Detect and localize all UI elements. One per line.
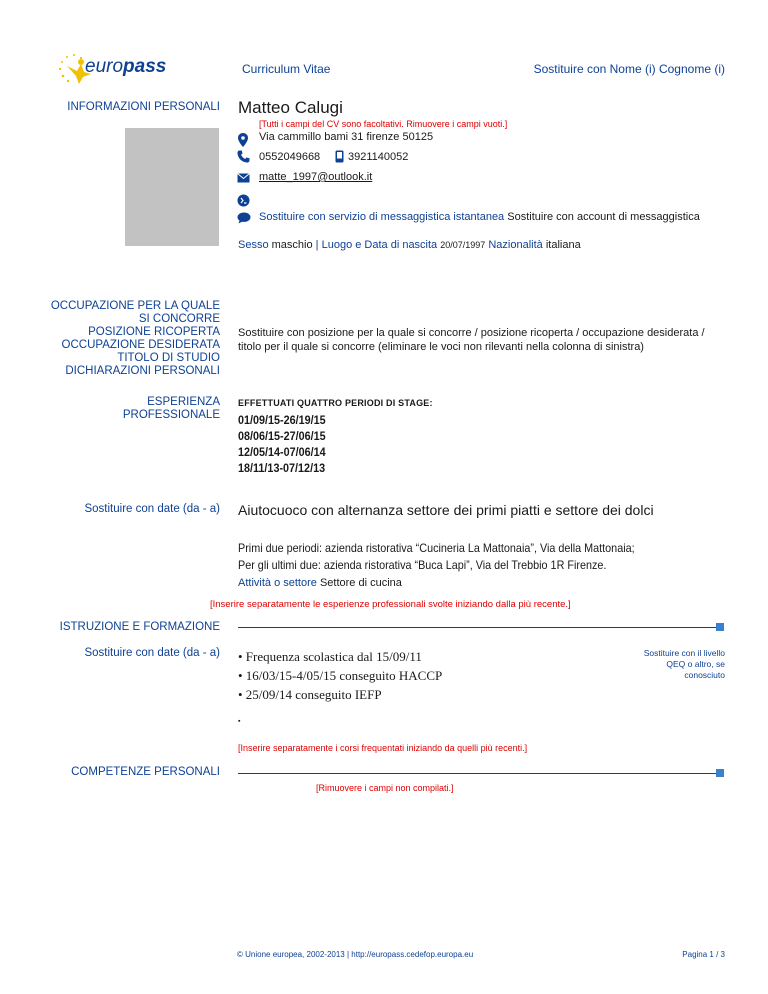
cv-title: Curriculum Vitae — [242, 62, 331, 76]
personal-hint: [Tutti i campi del CV sono facoltativi. Rimuovere i campi vuoti.] — [259, 119, 508, 129]
empty-bullet: ▪ — [238, 718, 241, 725]
instant-messaging-line — [259, 211, 700, 223]
sex-label: Sesso — [238, 239, 269, 251]
occupation-label: POSIZIONE RICOPERTA — [88, 326, 220, 338]
birth-value: 20/07/1997 — [440, 240, 486, 250]
location-icon — [238, 133, 248, 147]
logo-text-a: euro — [85, 56, 124, 77]
occupation-text: Sostituire con posizione per la quale si concorre / posizione ricoperta / occupazione desiderata / titolo per il quale si concorre (eliminare le voci non rilevanti nella colonna di sinistra) — [238, 327, 705, 353]
stage-period: 12/05/14-07/06/14 — [238, 445, 326, 459]
occupation-label: TITOLO DI STUDIO — [117, 352, 220, 364]
sex-value: maschio — [271, 239, 313, 251]
experience-label-1: ESPERIENZA — [147, 396, 220, 408]
skills-section-marker — [716, 769, 724, 777]
logo-wordmark — [85, 56, 166, 78]
experience-heading: EFFETTUATI QUATTRO PERIODI DI STAGE: — [238, 398, 433, 408]
skills-hint: [Rimuovere i campi non compilati.] — [316, 783, 454, 793]
email-icon — [237, 173, 250, 183]
occupation-labels — [0, 300, 220, 378]
experience-label-2: PROFESSIONALE — [122, 409, 220, 421]
im-label: Sostituire con servizio di messaggistica istantanea — [259, 211, 505, 223]
address: Via cammillo bami 31 firenze 50125 — [259, 131, 434, 143]
job-description — [238, 540, 661, 574]
occupation-label: OCCUPAZIONE PER LA QUALE — [50, 300, 220, 312]
mobile-phone-icon — [335, 150, 344, 163]
mobile-number: 3921140052 — [348, 151, 409, 163]
im-account: Sostituire con account di messaggistica — [507, 211, 700, 223]
header-name-placeholder: Sostituire con Nome (i) Cognome (i) — [533, 62, 725, 76]
qualification-level-hint — [644, 648, 725, 681]
section-label-experience — [123, 396, 220, 422]
page-number: Pagina 1 / 3 — [682, 950, 725, 959]
education-item: • 16/03/15-4/05/15 conseguito HACCP — [238, 668, 443, 683]
occupation-label: OCCUPAZIONE DESIDERATA — [61, 339, 220, 351]
sector-label: Attività o settore — [238, 577, 317, 589]
occupation-label: DICHIARAZIONI PERSONALI — [65, 365, 220, 377]
birth-label: Luogo e Data di nascita — [321, 239, 438, 251]
instant-messaging-icon — [237, 212, 251, 224]
section-label-skills: COMPETENZE PERSONALI — [71, 766, 220, 778]
stage-period: 08/06/15-27/06/15 — [238, 429, 326, 443]
skills-section-divider — [238, 773, 716, 774]
level-hint-line: Sostituire con il livello — [643, 648, 725, 658]
occupation-label: SI CONCORRE — [138, 313, 220, 325]
job-desc-line: Primi due periodi: azienda ristorativa “Cucineria La Mattonaia”, Via della Mattonaia; — [238, 541, 635, 555]
experience-hint: [Inserire separatamente le esperienze professionali svolte iniziando dalla più recente.] — [210, 599, 571, 610]
email-link[interactable]: matte_1997@outlook.it — [259, 171, 373, 183]
section-label-personal: INFORMAZIONI PERSONALI — [67, 101, 220, 113]
level-hint-line: conosciuto — [684, 670, 725, 680]
education-item: • 25/09/14 conseguito IEFP — [238, 687, 382, 702]
person-name: Matteo Calugi — [238, 98, 343, 117]
stage-period: 01/09/15-26/19/15 — [238, 413, 326, 427]
education-hint: [Inserire separatamente i corsi frequentati iniziando da quelli più recenti.] — [238, 743, 528, 753]
photo-placeholder — [125, 128, 219, 246]
sector-line — [238, 577, 402, 589]
experience-dates-label: Sostituire con date (da - a) — [84, 503, 220, 515]
stage-period: 18/11/13-07/12/13 — [238, 461, 326, 475]
logo-text-b: pass — [123, 56, 167, 77]
education-item: • Frequenza scolastica dal 15/09/11 — [238, 649, 422, 664]
website-icon — [237, 194, 250, 207]
job-title: Aiutocuoco con alternanza settore dei primi piatti e settore dei dolci — [238, 502, 654, 518]
nationality-value: italiana — [545, 239, 581, 251]
education-dates-label: Sostituire con date (da - a) — [84, 647, 220, 659]
job-desc-line: Per gli ultimi due: azienda ristorativa “Buca Lapi”, Via del Trebbio 1R Firenze. — [238, 558, 607, 572]
education-section-divider — [238, 627, 716, 628]
education-items — [238, 647, 442, 704]
nationality-label: Nazionalità — [488, 239, 543, 251]
footer-copyright: © Unione europea, 2002-2013 | http://europass.cedefop.europa.eu — [237, 950, 474, 959]
education-section-marker — [716, 623, 724, 631]
level-hint-line: QEQ o altro, se — [666, 659, 725, 669]
personal-details-line: Sesso maschio | Luogo e Data di nascita 20/07/1997 Nazionalità italiana — [238, 239, 581, 251]
phone-number: 0552049668 — [259, 151, 321, 163]
sector-value: Settore di cucina — [319, 577, 402, 589]
section-label-education: ISTRUZIONE E FORMAZIONE — [59, 621, 220, 633]
phone-icon — [237, 150, 250, 163]
stage-periods — [238, 412, 326, 476]
